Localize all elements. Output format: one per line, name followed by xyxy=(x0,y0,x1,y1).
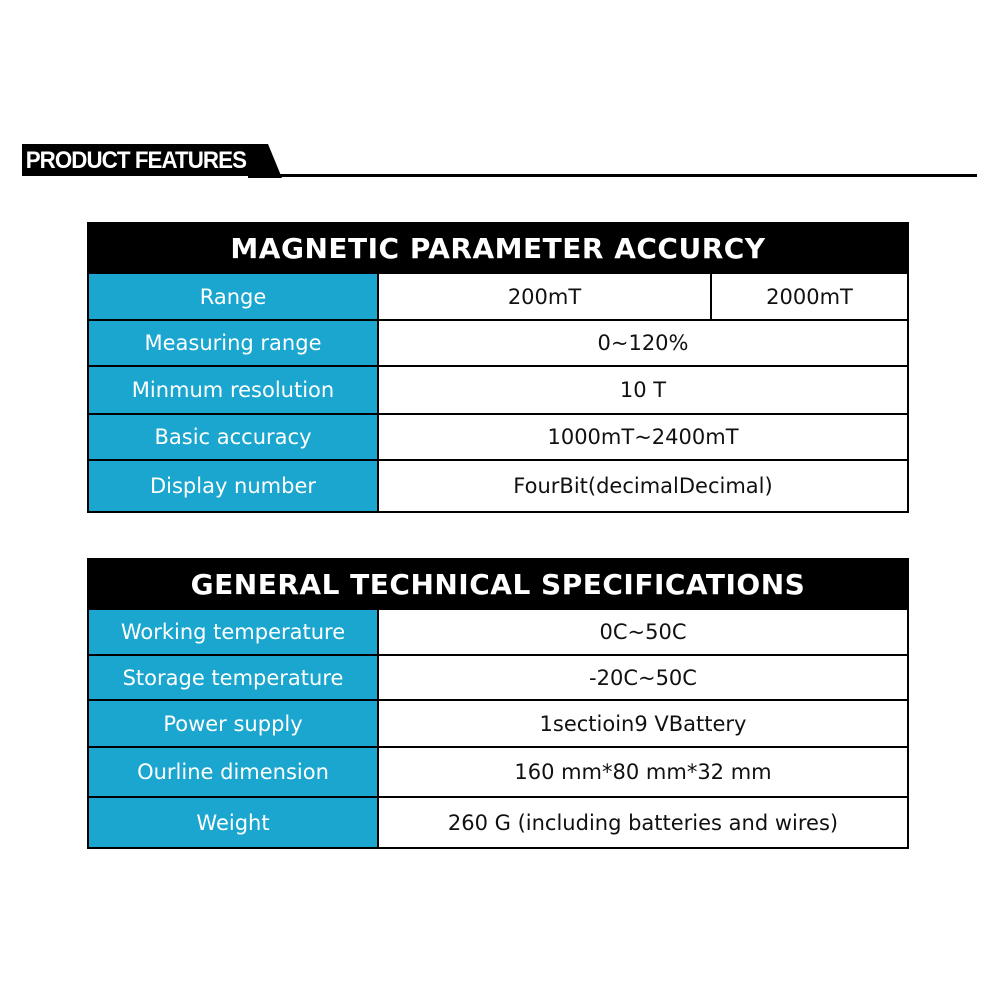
row-label-weight: Weight xyxy=(88,797,378,848)
row-label-ourline-dimension: Ourline dimension xyxy=(88,747,378,797)
table-row xyxy=(88,655,908,700)
row-value-storage-temperature: -20C~50C xyxy=(378,655,908,700)
row-value-2000mt: 2000mT xyxy=(711,273,908,320)
row-value-measuring-range: 0~120% xyxy=(378,320,908,366)
row-value-power-supply: 1sectioin9 VBattery xyxy=(378,700,908,747)
table-row xyxy=(88,414,908,460)
table-row xyxy=(88,460,908,512)
row-label-power-supply: Power supply xyxy=(88,700,378,747)
table-row xyxy=(88,320,908,366)
magnetic-parameter-table xyxy=(87,222,909,513)
table-row xyxy=(88,366,908,414)
row-value-weight: 260 G (including batteries and wires) xyxy=(378,797,908,848)
header-slant-shape xyxy=(248,144,288,178)
row-label-range: Range xyxy=(88,273,378,320)
product-features-title: PRODUCT FEATURES xyxy=(22,144,251,176)
magnetic-table-title: MAGNETIC PARAMETER ACCURCY xyxy=(88,223,908,273)
row-label-basic-accuracy: Basic accuracy xyxy=(88,414,378,460)
row-value-200mt: 200mT xyxy=(378,273,711,320)
row-label-working-temperature: Working temperature xyxy=(88,609,378,655)
table-row xyxy=(88,797,908,848)
table-row xyxy=(88,273,908,320)
general-table-title: GENERAL TECHNICAL SPECIFICATIONS xyxy=(88,559,908,609)
table-row xyxy=(88,700,908,747)
row-label-measuring-range: Measuring range xyxy=(88,320,378,366)
product-features-header xyxy=(22,144,977,178)
row-value-working-temperature: 0C~50C xyxy=(378,609,908,655)
row-label-display-number: Display number xyxy=(88,460,378,512)
row-value-ourline-dimension: 160 mm*80 mm*32 mm xyxy=(378,747,908,797)
row-value-display-number: FourBit(decimalDecimal) xyxy=(378,460,908,512)
table-row xyxy=(88,609,908,655)
general-specifications-table xyxy=(87,558,909,849)
table-row xyxy=(88,747,908,797)
header-divider-line xyxy=(262,174,977,177)
row-value-basic-accuracy: 1000mT~2400mT xyxy=(378,414,908,460)
row-value-minmum-resolution: 10 T xyxy=(378,366,908,414)
row-label-storage-temperature: Storage temperature xyxy=(88,655,378,700)
row-label-minmum-resolution: Minmum resolution xyxy=(88,366,378,414)
